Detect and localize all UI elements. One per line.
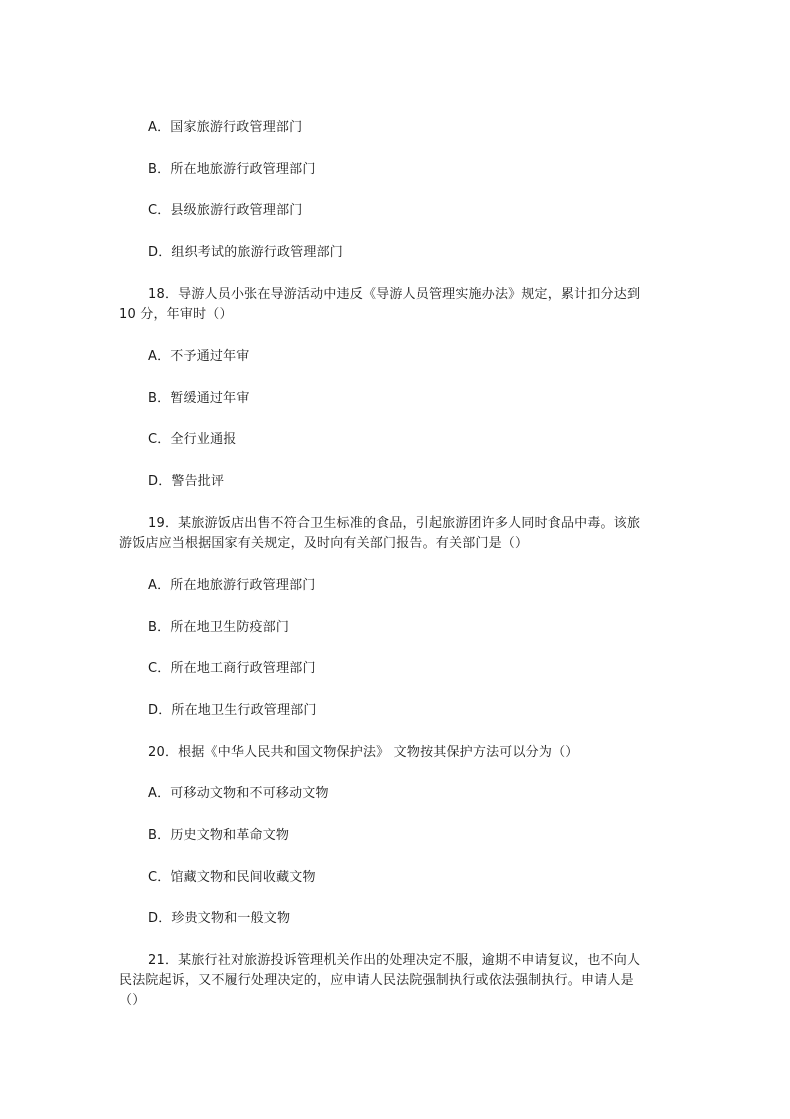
q20-option-a: A．可移动文物和不可移动文物 xyxy=(148,786,329,801)
q20-option-c: C．馆藏文物和民间收藏文物 xyxy=(148,870,316,885)
q17-option-b: B．所在地旅游行政管理部门 xyxy=(148,162,316,177)
q20-option-b: B．历史文物和革命文物 xyxy=(148,828,290,843)
q17-option-a: A．国家旅游行政管理部门 xyxy=(148,120,303,135)
q19-stem-line-2: 游饭店应当根据国家有关规定，及时向有关部门报告。有关部门是（） xyxy=(119,536,529,551)
q18-stem-line-1: 18．导游人员小张在导游活动中违反《导游人员管理实施办法》规定，累计扣分达到 xyxy=(148,287,641,302)
q18-option-a: A．不予通过年审 xyxy=(148,349,250,364)
q17-option-c: C．县级旅游行政管理部门 xyxy=(148,203,303,218)
q21-stem-line-3: （） xyxy=(119,993,146,1008)
q21-stem-line-2: 民法院起诉，又不履行处理决定的，应申请人民法院强制执行或依法强制执行。申请人是 xyxy=(119,973,634,988)
q21-stem-line-1: 21．某旅行社对旅游投诉管理机关作出的处理决定不服，逾期不申请复议，也不向人 xyxy=(148,953,641,968)
q19-option-c: C．所在地工商行政管理部门 xyxy=(148,661,316,676)
q18-stem-line-2: 10 分，年审时（） xyxy=(119,307,233,322)
q19-option-a: A．所在地旅游行政管理部门 xyxy=(148,578,316,593)
q19-stem-line-1: 19．某旅游饭店出售不符合卫生标准的食品，引起旅游团许多人同时食品中毒。该旅 xyxy=(148,516,641,531)
q19-option-b: B．所在地卫生防疫部门 xyxy=(148,620,290,635)
q18-option-d: D．警告批评 xyxy=(148,474,225,489)
q20-stem-line-1: 20．根据《中华人民共和国文物保护法》 文物按其保护方法可以分为（） xyxy=(148,745,579,760)
q18-option-c: C．全行业通报 xyxy=(148,432,237,447)
q18-option-b: B．暂缓通过年审 xyxy=(148,391,250,406)
q19-option-d: D．所在地卫生行政管理部门 xyxy=(148,703,317,718)
q20-option-d: D．珍贵文物和一般文物 xyxy=(148,911,291,926)
q17-option-d: D．组织考试的旅游行政管理部门 xyxy=(148,245,344,260)
